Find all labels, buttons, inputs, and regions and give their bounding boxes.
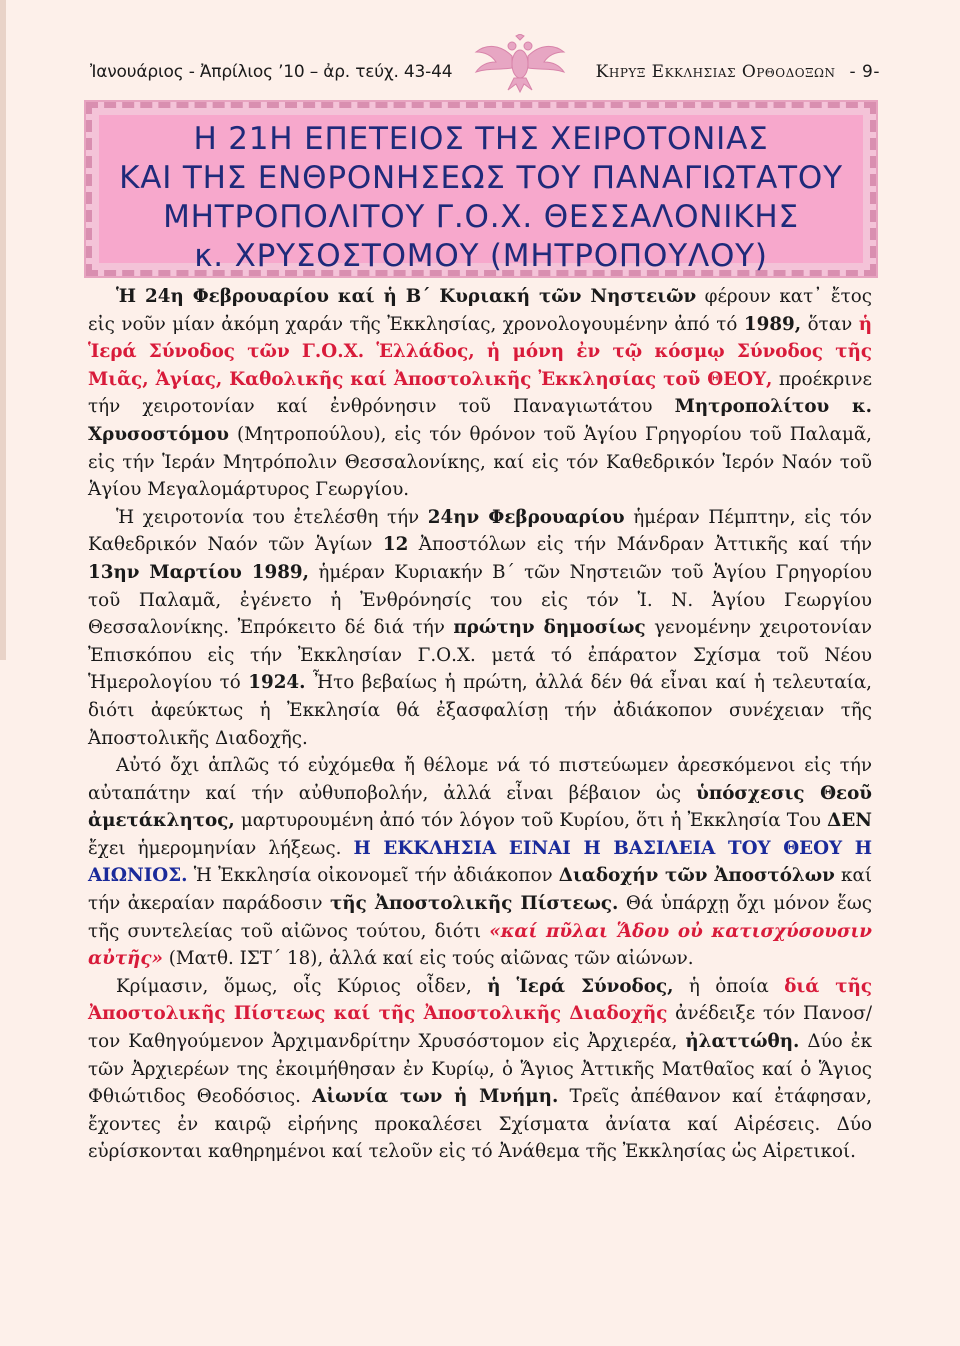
text: Κρίμασιν, ὅμως, οἷς Κύριος οἶδεν, bbox=[116, 975, 488, 997]
title-line-3: ΜΗΤΡΟΠΟΛΙΤΟΥ Γ.Ο.Χ. ΘΕΣΣΑΛΟΝΙΚΗΣ bbox=[163, 199, 799, 235]
title-line-2: ΚΑΙ ΤΗΣ ΕΝΘΡΟΝΗΣΕΩΣ ΤΟΥ ΠΑΝΑΓΙΩΤΑΤΟΥ bbox=[119, 160, 843, 196]
left-margin-bar bbox=[0, 0, 6, 660]
text: καί τήν ἀκεραίαν παράδοσιν bbox=[88, 865, 872, 915]
emphasis: ἠλαττώθη. bbox=[685, 1031, 800, 1053]
synod-phrase: ἡ Ἱερά Σύνοδος τῶν Γ.Ο.Χ. Ἑλλάδος, ἡ μόνη ἐν τῷ κόσμῳ Σύνοδος τῆς Μιᾶς, Ἁγίας, Καθολικῆς καί Ἀποστολικῆς Ἐκκλησίας τοῦ ΘΕΟΥ, bbox=[88, 313, 872, 390]
paragraph-3 bbox=[88, 752, 872, 973]
text: Ἡ Ἐκκλησία οἰκονομεῖ τήν ἀδιάκοπον bbox=[187, 865, 559, 887]
text: Τρεῖς ἀπέθανον καί ἐτάφησαν, ἔχοντες ἐν καιρῷ εἰρήνης προκαλέσει Σχίσματα ἀνίατα καί Αἱρέσεις. Δύο εὑρίσκονται καθηρημένοι καί τελοῦν εἰς τό Ἀνάθεμα τῆς Ἐκκλησίας ὡς Αἱρετικοί. bbox=[88, 1086, 872, 1163]
text: ἡμέραν Πέμπτην, εἰς τόν Καθεδρικόν Ναόν τῶν Ἁγίων bbox=[88, 506, 872, 556]
enthronement-date: 13ην Μαρτίου 1989, bbox=[88, 561, 310, 583]
title-box bbox=[86, 102, 876, 276]
text: ἔχει ἡμερομηνίαν λήξεως. bbox=[88, 837, 354, 859]
periodical-title bbox=[596, 62, 880, 82]
page-number: - 9- bbox=[849, 62, 880, 82]
scripture-quote: «καί πῦλαι Ἅδου οὐ κατισχύσουσιν αὐτῆς» bbox=[88, 920, 872, 970]
title-background bbox=[99, 115, 863, 274]
text: προέκρινε τήν χειροτονίαν καί ἐνθρόνησιν τοῦ Παναγιωτάτου bbox=[88, 368, 872, 418]
number: 12 bbox=[382, 534, 409, 556]
text: Αὐτό ὄχι ἁπλῶς τό εὐχόμεθα ἤ θέλομε νά τό πιστεύωμεν ἀρεσκόμενοι εἰς τήν αὐταπάτην καί τήν αὐθυποβολήν, ἀλλά εἶναι βέβαιον ὡς bbox=[88, 755, 872, 804]
text: Δύο ἐκ τῶν Ἀρχιερέων της ἐκοιμήθησαν ἐν Κυρίῳ, ὁ Ἅγιος Ἀττικῆς Ματθαῖος καί ὁ Ἅγιος Φθιώτιδος Θεοδόσιος. bbox=[88, 1031, 872, 1108]
ordination-date: 24ην Φεβρουαρίου bbox=[427, 506, 625, 528]
emphasis: τῆς Ἀποστολικῆς Πίστεως. bbox=[330, 893, 619, 915]
double-headed-eagle-emblem bbox=[472, 34, 568, 94]
title-line-4: κ. ΧΡΥΣΟΣΤΟΜΟΥ (ΜΗΤΡΟΠΟΥΛΟΥ) bbox=[194, 238, 768, 274]
emphasis: Διαδοχήν τῶν Ἀποστόλων bbox=[558, 865, 835, 887]
metropolitan-name: Μητροπολίτου κ. Χρυσοστόμου bbox=[88, 396, 873, 445]
title-line-1 bbox=[99, 121, 863, 157]
red-phrase: διά τῆς Ἀποστολικῆς Πίστεως καί τῆς Ἀποστολικῆς Διαδοχῆς bbox=[88, 975, 873, 1025]
emphasis: πρώτην δημοσίως bbox=[453, 617, 646, 639]
emphasis: ἡ Ἱερά Σύνοδος, bbox=[487, 975, 674, 997]
paragraph-4 bbox=[88, 973, 872, 1166]
text: Θά ὑπάρχῃ ὄχι μόνον ἕως τῆς συντελείας τοῦ αἰῶνος τούτου, διότι bbox=[88, 893, 872, 942]
periodical-name: Κηρυξ Εκκλησιας Ορθοδοξων bbox=[595, 62, 836, 82]
text: ὅταν bbox=[801, 313, 859, 335]
title-text-1: Η 21Η ΕΠΕΤΕΙΟΣ ΤΗΣ ΧΕΙΡΟΤΟΝΙΑΣ bbox=[193, 121, 769, 157]
text: ἡ ὁποία bbox=[673, 975, 785, 997]
text: μαρτυρουμένη ἀπό τόν λόγον τοῦ Κυρίου, ὅτι ἡ Ἐκκλησία Του bbox=[234, 810, 828, 832]
emphasis: Αἰωνία των ἡ Μνήμη. bbox=[312, 1086, 559, 1108]
date-phrase: Ἡ 24η Φεβρουαρίου καί ἡ Β΄ Κυριακή τῶν Νηστειῶν bbox=[116, 286, 697, 307]
text: Ἦτο βεβαίως ἡ πρώτη, ἀλλά δέν θά εἶναι καί ἡ τελευταία, διότι ἀφεύκτως ἡ Ἐκκλησία θά ἐξασφαλίσῃ τήν ἀδιάκοπον συνέχειαν τῆς Ἀποστολικῆς Διαδοχῆς. bbox=[88, 672, 872, 749]
year: 1924. bbox=[248, 672, 306, 694]
text: φέρουν κατ᾽ ἔτος εἰς νοῦν μίαν ἀκόμη χαράν τῆς Ἐκκλησίας, χρονολογουμένην ἀπό τό bbox=[88, 286, 872, 335]
text: Ἡ χειροτονία του ἐτελέσθη τήν bbox=[116, 506, 428, 528]
emphasis: ὑπόσχεσις Θεοῦ ἀμετάκλητος, bbox=[88, 782, 872, 832]
article-body bbox=[88, 283, 872, 1166]
text: (Μητροπούλου), εἰς τόν θρόνον τοῦ Ἁγίου Γρηγορίου τοῦ Παλαμᾶ, εἰς τήν Ἱεράν Μητρόπολιν Θεσσαλονίκης, καί εἰς τόν Καθεδρικόν Ἱερόν Ναόν τοῦ Ἁγίου Μεγαλομάρτυρος Γεωργίου. bbox=[88, 423, 872, 501]
text: Ἀποστόλων εἰς τήν Μάνδραν Ἀττικῆς καί τήν bbox=[408, 534, 873, 556]
blue-statement: Η ΕΚΚΛΗΣΙΑ ΕΙΝΑΙ Η ΒΑΣΙΛΕΙΑ ΤΟΥ ΘΕΟΥ Η ΑΙΩΝΙΟΣ. bbox=[88, 837, 872, 887]
paragraph-2 bbox=[88, 504, 872, 752]
paragraph-1 bbox=[88, 283, 872, 504]
text: (Ματθ. ΙΣΤ΄ 18), ἀλλά καί εἰς τούς αἰῶνας τῶν αἰώνων. bbox=[162, 948, 694, 970]
running-header bbox=[90, 52, 880, 92]
year: 1989, bbox=[743, 313, 802, 335]
text: ἡμέραν Κυριακήν Β΄ τῶν Νηστειῶν τοῦ Ἁγίου Γρηγορίου τοῦ Παλαμᾶ, ἐγένετο ἡ Ἐνθρόνησίς του εἰς τόν Ἱ. Ν. Ἁγίου Γεωργίου Θεσσαλονίκης. Ἐπρόκειτο δέ διά τήν bbox=[88, 561, 872, 639]
emphasis: ΔΕΝ bbox=[827, 810, 872, 832]
issue-info: Ἰανουάριος - Ἀπρίλιος ’10 – ἀρ. τεύχ. 43-44 bbox=[90, 62, 453, 82]
text: ἀνέδειξε τόν Πανοσ/τον Καθηγούμενον Ἀρχιμανδρίτην Χρυσόστομον εἰς Ἀρχιερέα, bbox=[88, 1003, 872, 1053]
text: γενομένην χειροτονίαν Ἐπισκόπου εἰς τήν Ἐκκλησίαν Γ.Ο.Χ. μετά τό ἐπάρατον Σχίσμα τοῦ Νέου Ἡμερολογίου τό bbox=[88, 617, 873, 694]
